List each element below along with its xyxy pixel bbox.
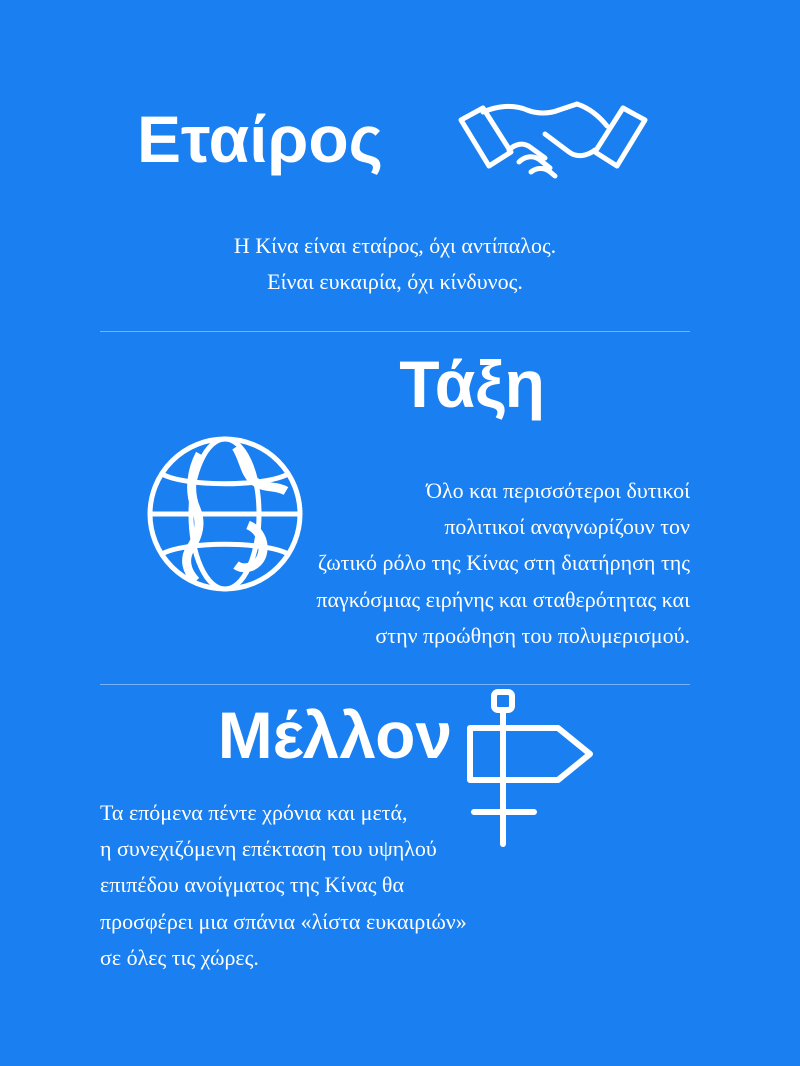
handshake-icon bbox=[453, 90, 653, 190]
order-line-3: ζωτικό ρόλο της Κίνας στη διατήρηση της bbox=[317, 550, 690, 576]
section-order bbox=[100, 346, 690, 686]
future-line-3: επιπέδου ανοίγματος της Κίνας θα bbox=[100, 872, 404, 898]
signpost-icon bbox=[450, 688, 600, 848]
partner-line-2: Είναι ευκαιρία, όχι κίνδυνος. bbox=[267, 269, 523, 295]
order-heading: Τάξη bbox=[399, 346, 545, 421]
partner-heading: Εταίρος bbox=[136, 102, 384, 177]
divider-1 bbox=[100, 331, 690, 332]
future-line-5: σε όλες τις χώρες. bbox=[100, 944, 259, 970]
future-line-1: Τα επόμενα πέντε χρόνια και μετά, bbox=[100, 799, 408, 825]
future-header bbox=[100, 698, 690, 773]
order-line-2: πολιτικοί αναγνωρίζουν τον bbox=[444, 514, 690, 540]
future-line-2: η συνεχιζόμενη επέκταση του υψηλού bbox=[100, 835, 437, 861]
divider-2 bbox=[100, 684, 690, 685]
partner-header bbox=[100, 90, 690, 190]
future-heading: Μέλλον bbox=[217, 698, 453, 773]
order-header bbox=[100, 346, 690, 421]
globe-icon bbox=[140, 429, 310, 599]
section-future bbox=[100, 698, 690, 976]
future-line-4: προσφέρει μια σπάνια «λίστα ευκαιριών» bbox=[100, 908, 467, 934]
partner-body bbox=[100, 228, 690, 301]
partner-line-1: Η Κίνα είναι εταίρος, όχι αντίπαλος. bbox=[233, 233, 557, 258]
section-partner bbox=[100, 90, 690, 332]
order-line-1: Όλο και περισσότεροι δυτικοί bbox=[426, 477, 690, 503]
order-line-5: στην προώθηση του πολυμερισμού. bbox=[375, 623, 690, 649]
order-line-4: παγκόσμιας ειρήνης και σταθερότητας και bbox=[316, 586, 690, 612]
